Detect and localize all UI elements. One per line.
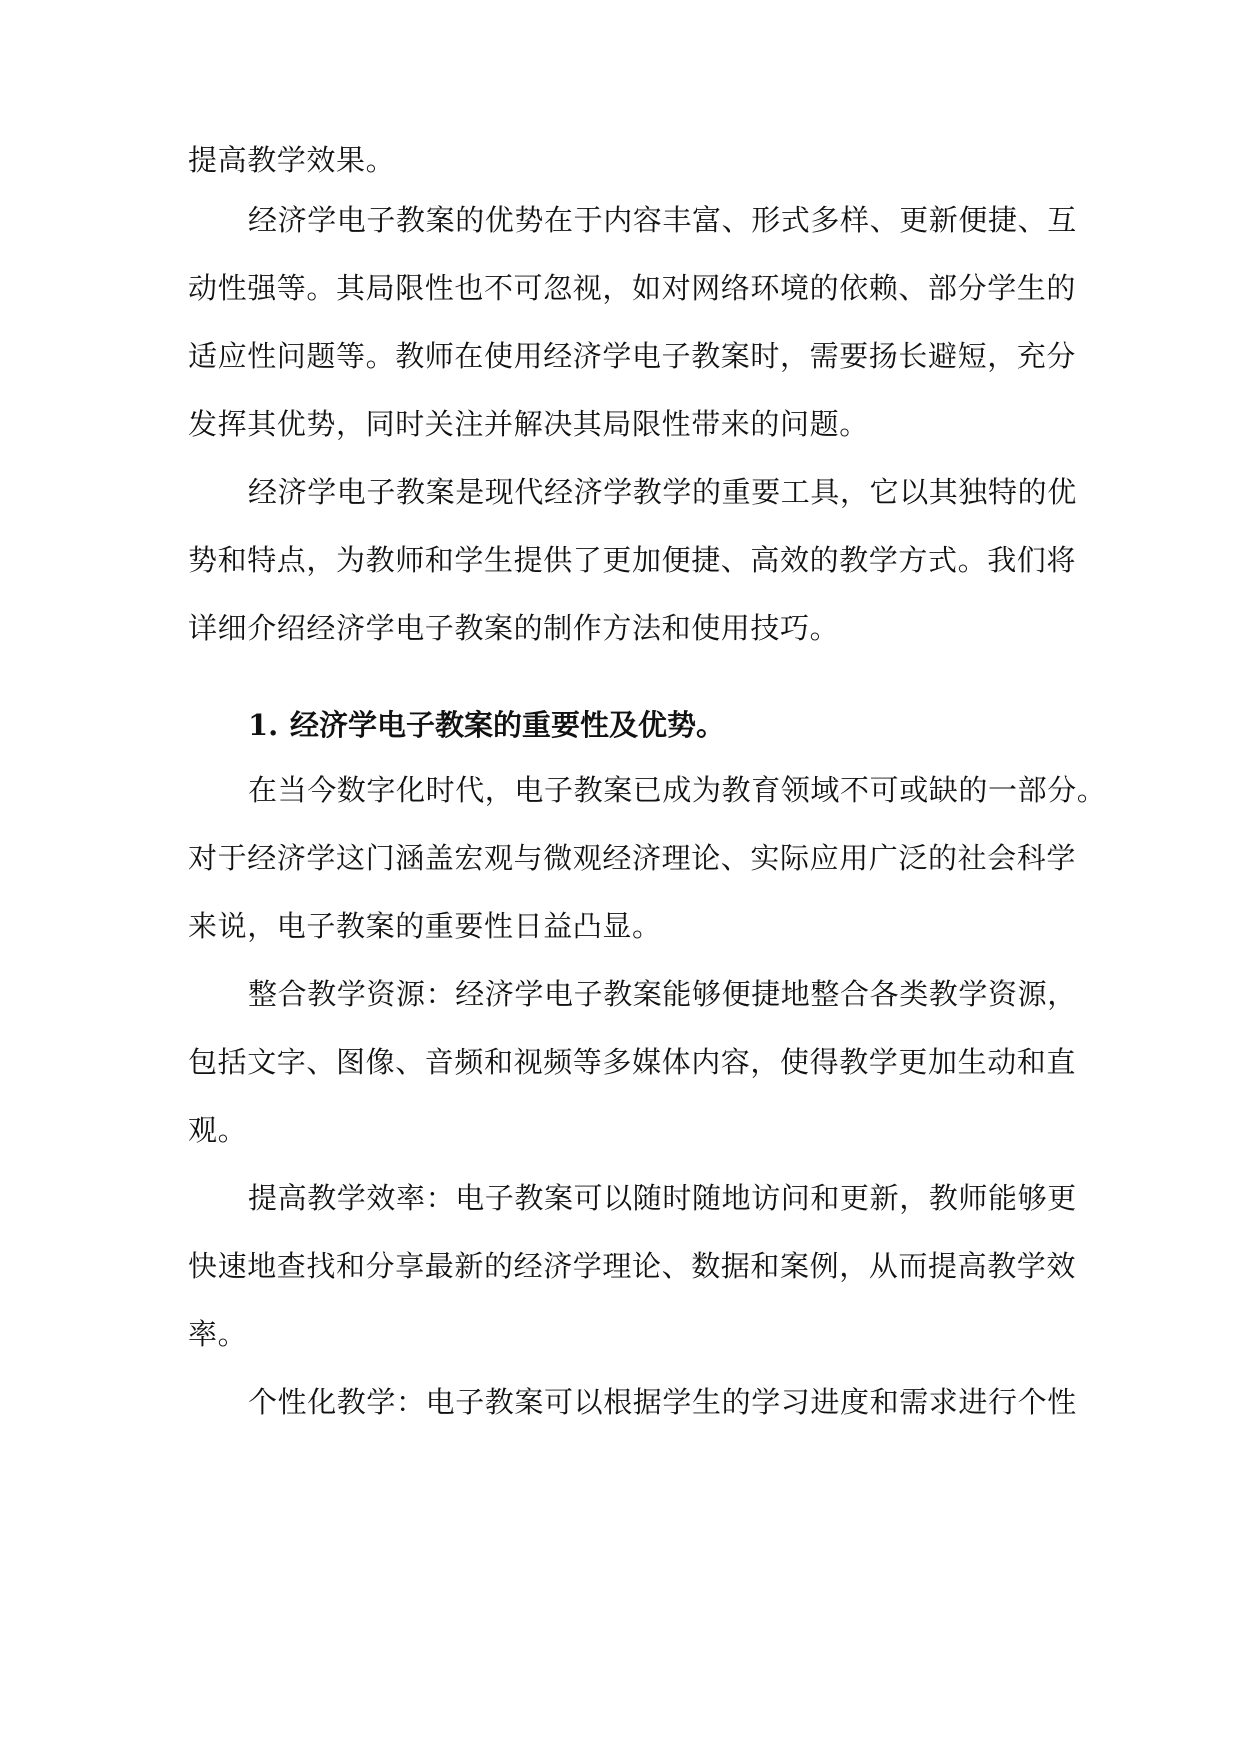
paragraph-line: 快速地查找和分享最新的经济学理论、数据和案例，从而提高教学效 — [188, 1249, 1077, 1283]
section-heading — [248, 705, 1058, 745]
paragraph-line: 整合教学资源：经济学电子教案能够便捷地整合各类教学资源， — [248, 977, 1077, 1011]
paragraph-line: 发挥其优势，同时关注并解决其局限性带来的问题。 — [188, 407, 869, 441]
paragraph-line: 动性强等。其局限性也不可忽视，如对网络环境的依赖、部分学生的 — [188, 271, 1077, 305]
paragraph-line: 在当今数字化时代，电子教案已成为教育领域不可或缺的一部分。 — [248, 773, 1107, 807]
section-title: 经济学电子教案的重要性及优势。 — [290, 708, 726, 742]
paragraph-line: 提高教学效率：电子教案可以随时随地访问和更新，教师能够更 — [248, 1181, 1077, 1215]
paragraph-line: 提高教学效果。 — [188, 143, 396, 177]
paragraph-line: 经济学电子教案的优势在于内容丰富、形式多样、更新便捷、互 — [248, 203, 1077, 237]
paragraph-line: 个性化教学：电子教案可以根据学生的学习进度和需求进行个性 — [248, 1385, 1077, 1419]
paragraph-line: 来说，电子教案的重要性日益凸显。 — [188, 909, 662, 943]
paragraph-line: 观。 — [188, 1113, 248, 1147]
paragraph-line: 经济学电子教案是现代经济学教学的重要工具，它以其独特的优 — [248, 475, 1077, 509]
section-number: 1. — [248, 708, 279, 742]
paragraph-line: 包括文字、图像、音频和视频等多媒体内容，使得教学更加生动和直 — [188, 1045, 1077, 1079]
paragraph-line: 对于经济学这门涵盖宏观与微观经济理论、实际应用广泛的社会科学 — [188, 841, 1077, 875]
paragraph-line: 势和特点，为教师和学生提供了更加便捷、高效的教学方式。我们将 — [188, 543, 1077, 577]
paragraph-line: 率。 — [188, 1317, 248, 1351]
paragraph-line: 适应性问题等。教师在使用经济学电子教案时，需要扬长避短，充分 — [188, 339, 1077, 373]
paragraph-line: 详细介绍经济学电子教案的制作方法和使用技巧。 — [188, 611, 840, 645]
